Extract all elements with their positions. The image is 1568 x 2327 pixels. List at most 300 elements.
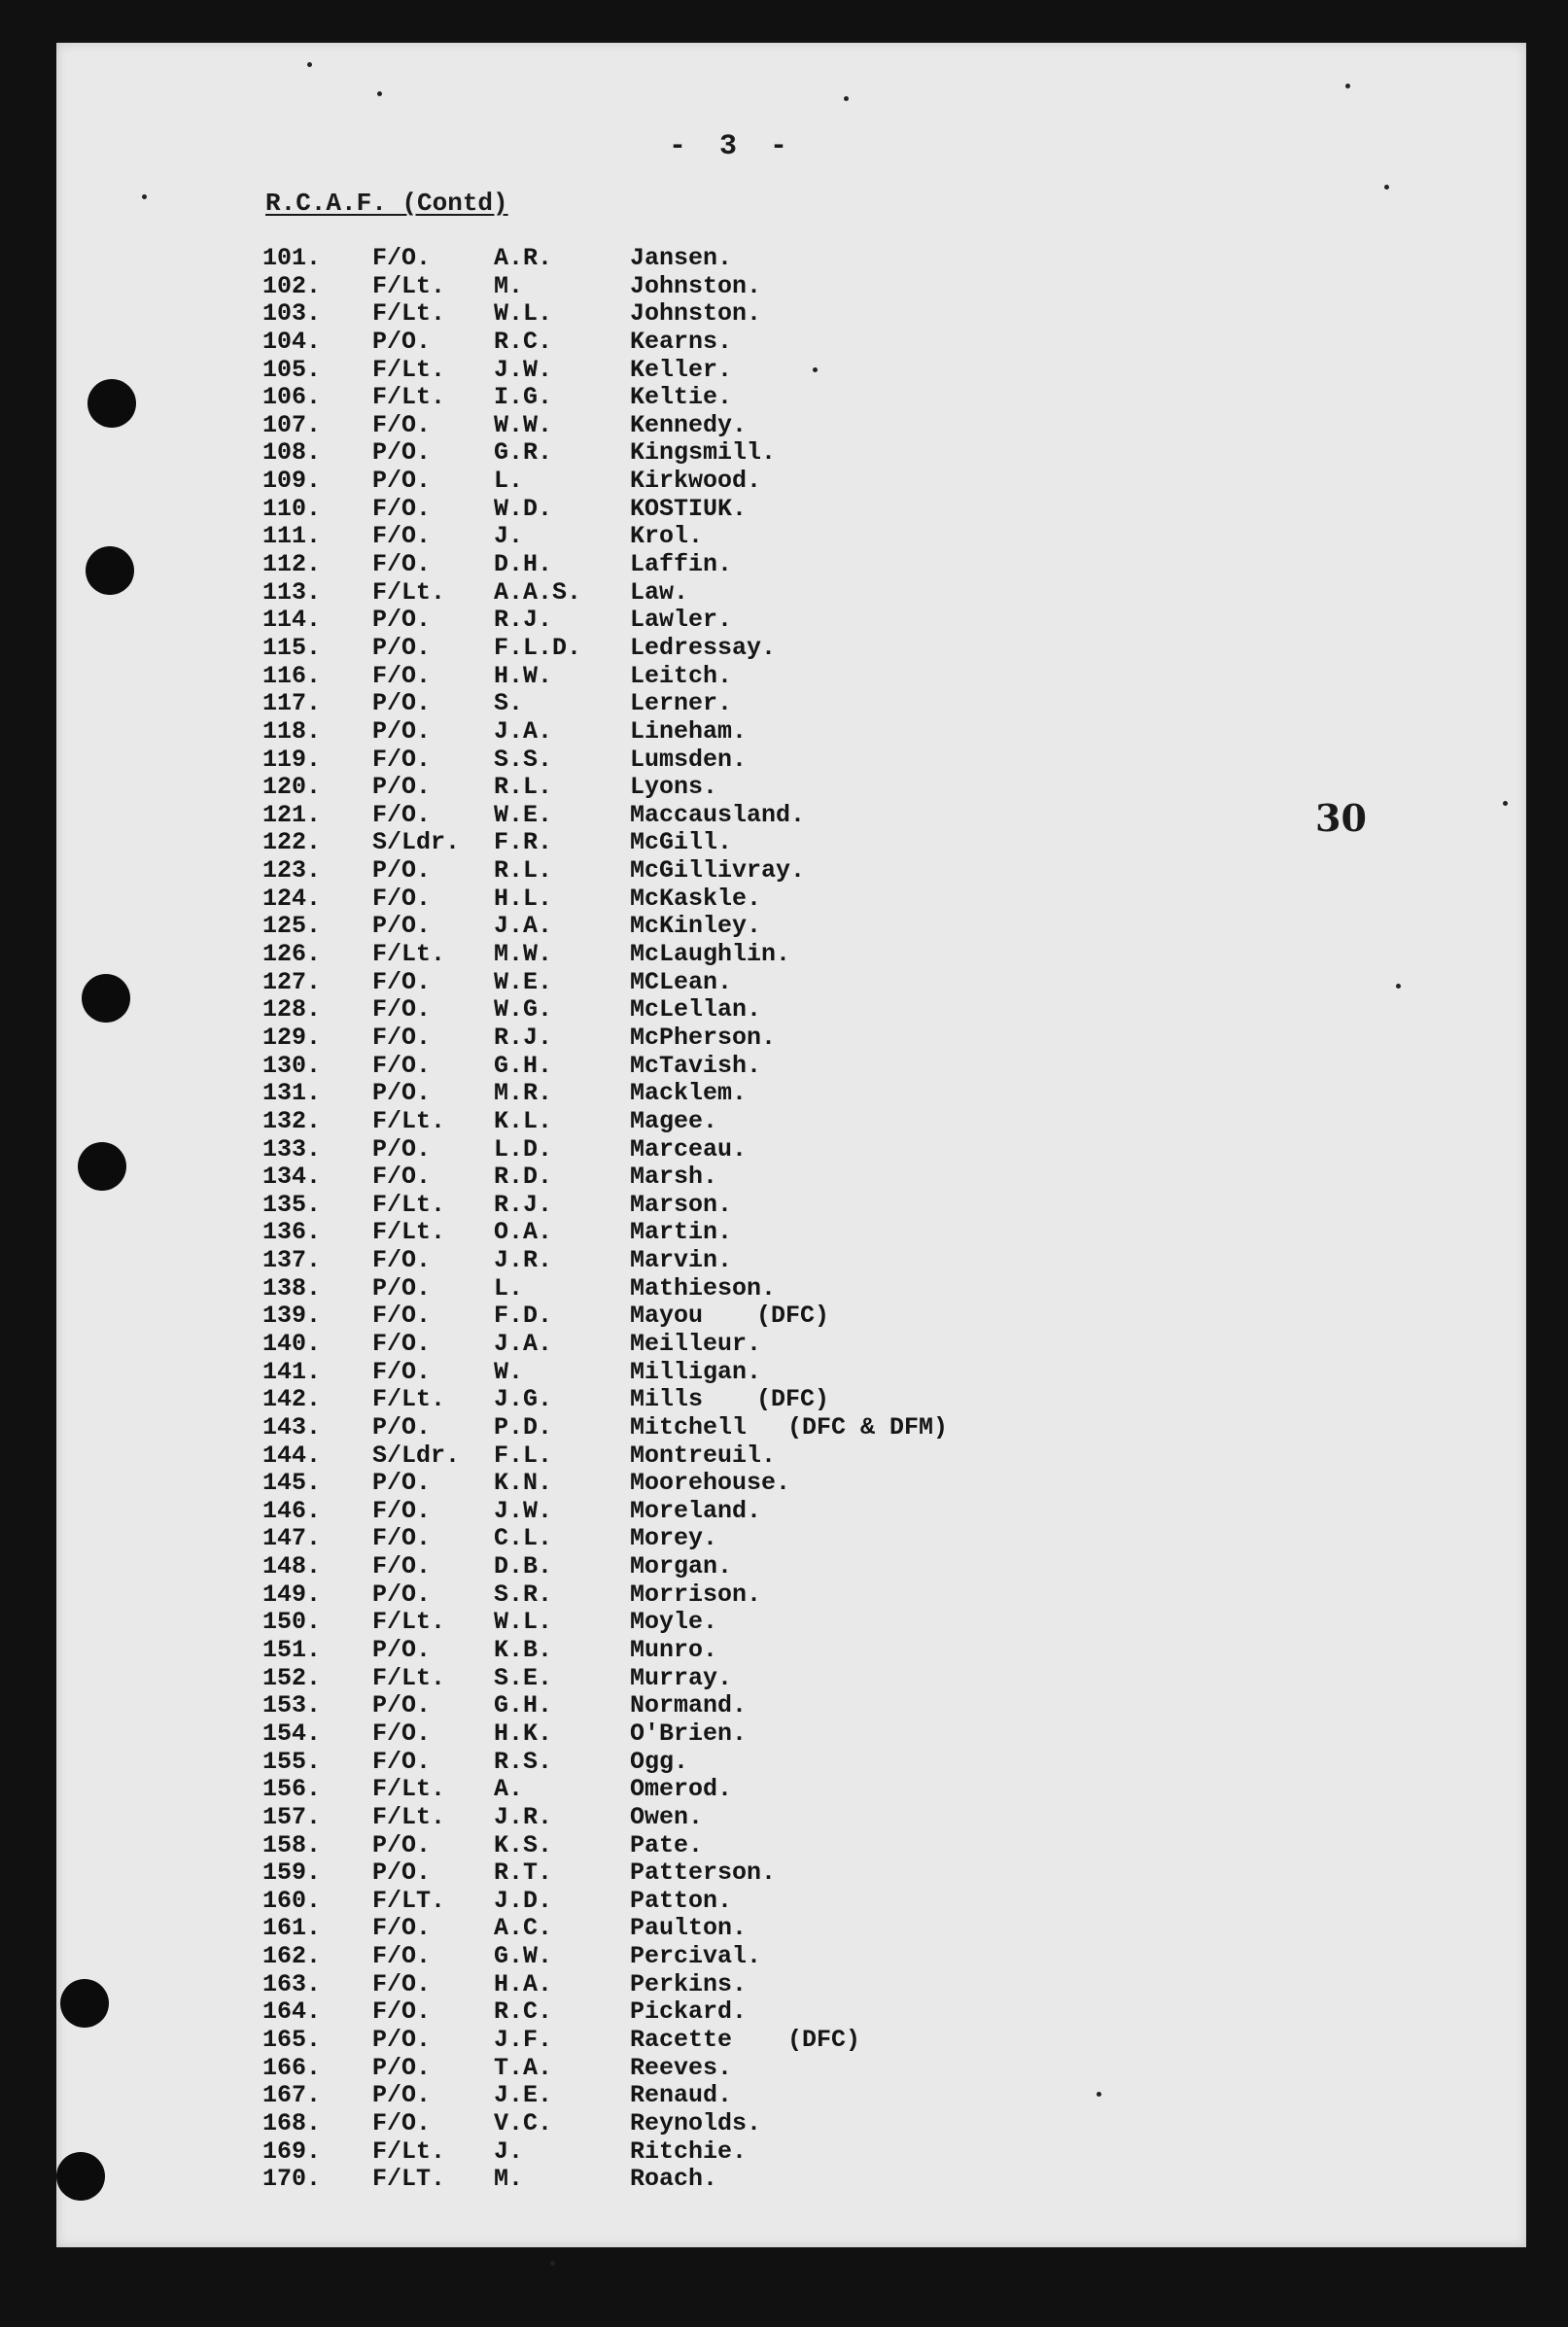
entry-surname: Ogg. (630, 1747, 689, 1776)
entry-award: (DFC) (787, 2026, 861, 2054)
entry-surname: KOSTIUK. (630, 494, 748, 523)
entry-initials: S.S. (494, 745, 553, 774)
entry-initials: D.B. (494, 1552, 553, 1581)
punch-hole (56, 2152, 105, 2201)
entry-number: 130. (262, 1051, 322, 1080)
entry-number: 142. (262, 1385, 322, 1414)
entry-surname: Lineham. (630, 716, 748, 746)
entry-initials: W.E. (494, 800, 553, 829)
entry-initials: M.W. (494, 940, 553, 969)
entry-surname: Macklem. (630, 1079, 748, 1108)
entry-number: 166. (262, 2053, 322, 2082)
entry-number: 134. (262, 1163, 322, 1192)
entry-initials: A. (494, 1775, 524, 1804)
paper-speck (1097, 2092, 1101, 2097)
entry-surname: Morrison. (630, 1580, 762, 1609)
entry-initials: R.T. (494, 1858, 553, 1888)
entry-number: 151. (262, 1636, 322, 1665)
entry-initials: K.L. (494, 1106, 553, 1135)
entry-initials: R.S. (494, 1747, 553, 1776)
entry-surname: Mayou (630, 1302, 704, 1331)
entry-number: 107. (262, 410, 322, 439)
entry-surname: Kearns. (630, 327, 733, 356)
entry-surname: Leitch. (630, 661, 733, 690)
entry-rank: F/O. (372, 1719, 432, 1748)
entry-surname: McKaskle. (630, 884, 762, 913)
entry-rank: F/Lt. (372, 1608, 446, 1637)
entry-rank: F/Lt. (372, 383, 446, 412)
paper-speck (377, 91, 382, 96)
entry-rank: F/O. (372, 1969, 432, 1998)
entry-number: 115. (262, 633, 322, 662)
entry-rank: P/O. (372, 856, 432, 886)
entry-initials: S.E. (494, 1663, 553, 1692)
entry-rank: F/O. (372, 1747, 432, 1776)
entry-rank: P/O. (372, 438, 432, 468)
entry-initials: R.J. (494, 606, 553, 635)
entry-surname: Roach. (630, 2165, 718, 2194)
entry-surname: Mitchell (630, 1412, 748, 1441)
entry-rank: F/Lt. (372, 1385, 446, 1414)
entry-surname: Morey. (630, 1524, 718, 1553)
entry-rank: F/Lt. (372, 940, 446, 969)
entry-surname: McKinley. (630, 912, 762, 941)
entry-rank: F/O. (372, 1914, 432, 1943)
entry-surname: Lawler. (630, 606, 733, 635)
entry-initials: D.H. (494, 550, 553, 579)
entry-initials: W.E. (494, 967, 553, 996)
entry-surname: Renaud. (630, 2081, 733, 2110)
entry-number: 106. (262, 383, 322, 412)
entry-surname: Moreland. (630, 1496, 762, 1525)
entry-rank: F/Lt. (372, 355, 446, 384)
entry-rank: F/O. (372, 2108, 432, 2137)
entry-surname: Perkins. (630, 1969, 748, 1998)
entry-initials: H.K. (494, 1719, 553, 1748)
entry-surname: Ledressay. (630, 633, 777, 662)
entry-rank: F/Lt. (372, 1775, 446, 1804)
entry-initials: F.R. (494, 828, 553, 857)
entry-number: 139. (262, 1302, 322, 1331)
entry-initials: J.D. (494, 1886, 553, 1915)
entry-rank: P/O. (372, 1580, 432, 1609)
entry-rank: F/LT. (372, 2165, 446, 2194)
paper-speck (550, 2261, 555, 2266)
entry-rank: F/O. (372, 967, 432, 996)
page-number: - 3 - (669, 130, 796, 163)
entry-rank: F/Lt. (372, 1218, 446, 1247)
entry-initials: G.W. (494, 1942, 553, 1971)
entry-initials: A.R. (494, 244, 553, 272)
entry-surname: Marvin. (630, 1246, 733, 1275)
entry-rank: F/Lt. (372, 577, 446, 607)
entry-rank: F/O. (372, 1302, 432, 1331)
entry-rank: P/O. (372, 633, 432, 662)
entry-number: 165. (262, 2026, 322, 2054)
entry-number: 149. (262, 1580, 322, 1609)
entry-initials: F.L.D. (494, 633, 582, 662)
entry-number: 125. (262, 912, 322, 941)
entry-number: 111. (262, 522, 322, 551)
entry-rank: P/O. (372, 1412, 432, 1441)
entry-initials: J.A. (494, 912, 553, 941)
entry-surname: Kingsmill. (630, 438, 777, 468)
entry-number: 121. (262, 800, 322, 829)
entry-initials: W.G. (494, 995, 553, 1025)
entry-rank: F/O. (372, 1051, 432, 1080)
entry-surname: Montreuil. (630, 1441, 777, 1470)
entry-number: 108. (262, 438, 322, 468)
entry-initials: S.R. (494, 1580, 553, 1609)
entry-number: 154. (262, 1719, 322, 1748)
entry-surname: Pate. (630, 1830, 704, 1859)
entry-number: 146. (262, 1496, 322, 1525)
entry-rank: P/O. (372, 2026, 432, 2054)
entry-number: 129. (262, 1023, 322, 1052)
entry-number: 124. (262, 884, 322, 913)
entry-surname: Kennedy. (630, 410, 748, 439)
entry-number: 143. (262, 1412, 322, 1441)
entry-surname: Marsh. (630, 1163, 718, 1192)
entry-surname: Lumsden. (630, 745, 748, 774)
entry-surname: McGillivray. (630, 856, 806, 886)
entry-surname: Owen. (630, 1802, 704, 1831)
entry-surname: Mathieson. (630, 1273, 777, 1302)
entry-number: 128. (262, 995, 322, 1025)
entry-number: 141. (262, 1357, 322, 1386)
entry-initials: K.N. (494, 1469, 553, 1498)
entry-initials: W.D. (494, 494, 553, 523)
entry-surname: Marceau. (630, 1134, 748, 1164)
entry-rank: F/O. (372, 1163, 432, 1192)
entry-number: 168. (262, 2108, 322, 2137)
punch-hole (87, 379, 136, 428)
entry-rank: P/O. (372, 912, 432, 941)
entry-initials: S. (494, 689, 524, 718)
entry-rank: P/O. (372, 716, 432, 746)
entry-surname: Murray. (630, 1663, 733, 1692)
entry-rank: F/O. (372, 1023, 432, 1052)
entry-number: 112. (262, 550, 322, 579)
entry-rank: F/O. (372, 494, 432, 523)
entry-number: 138. (262, 1273, 322, 1302)
entry-initials: W. (494, 1357, 524, 1386)
entry-number: 155. (262, 1747, 322, 1776)
entry-surname: Martin. (630, 1218, 733, 1247)
entry-surname: Reeves. (630, 2053, 733, 2082)
entry-surname: Morgan. (630, 1552, 733, 1581)
entry-rank: P/O. (372, 327, 432, 356)
entry-rank: P/O. (372, 1273, 432, 1302)
entry-surname: Meilleur. (630, 1329, 762, 1358)
entry-surname: Patterson. (630, 1858, 777, 1888)
entry-initials: H.W. (494, 661, 553, 690)
entry-surname: Johnston. (630, 271, 762, 300)
entry-initials: R.D. (494, 1163, 553, 1192)
entry-number: 140. (262, 1329, 322, 1358)
entry-initials: J.R. (494, 1802, 553, 1831)
entry-initials: K.S. (494, 1830, 553, 1859)
entry-number: 132. (262, 1106, 322, 1135)
entry-surname: Magee. (630, 1106, 718, 1135)
entry-number: 159. (262, 1858, 322, 1888)
entry-rank: F/O. (372, 1329, 432, 1358)
entry-surname: Kirkwood. (630, 467, 762, 496)
entry-surname: McLaughlin. (630, 940, 791, 969)
entry-number: 161. (262, 1914, 322, 1943)
entry-number: 131. (262, 1079, 322, 1108)
entry-number: 110. (262, 494, 322, 523)
entry-rank: F/O. (372, 1496, 432, 1525)
entry-initials: A.A.S. (494, 577, 582, 607)
entry-rank: P/O. (372, 2081, 432, 2110)
entry-rank: P/O. (372, 2053, 432, 2082)
entry-rank: P/O. (372, 689, 432, 718)
entry-initials: L. (494, 467, 524, 496)
entry-initials: J.W. (494, 1496, 553, 1525)
entry-rank: P/O. (372, 1134, 432, 1164)
entry-number: 169. (262, 2136, 322, 2166)
entry-initials: R.J. (494, 1023, 553, 1052)
entry-initials: T.A. (494, 2053, 553, 2082)
entry-initials: W.L. (494, 1608, 553, 1637)
entry-surname: Ritchie. (630, 2136, 748, 2166)
entry-surname: Patton. (630, 1886, 733, 1915)
entry-rank: P/O. (372, 467, 432, 496)
entry-initials: J.W. (494, 355, 553, 384)
entry-surname: Moyle. (630, 1608, 718, 1637)
entry-number: 133. (262, 1134, 322, 1164)
entry-initials: J.A. (494, 1329, 553, 1358)
section-heading: R.C.A.F. (Contd) (265, 189, 508, 218)
entry-surname: O'Brien. (630, 1719, 748, 1748)
entry-initials: C.L. (494, 1524, 553, 1553)
entry-rank: F/O. (372, 244, 432, 272)
entry-initials: A.C. (494, 1914, 553, 1943)
entry-number: 103. (262, 299, 322, 329)
entry-initials: J. (494, 2136, 524, 2166)
entry-rank: F/O. (372, 522, 432, 551)
entry-surname: Mills (630, 1385, 704, 1414)
entry-surname: Normand. (630, 1691, 748, 1720)
entry-rank: F/Lt. (372, 271, 446, 300)
entry-rank: P/O. (372, 773, 432, 802)
entry-rank: F/O. (372, 1997, 432, 2027)
entry-initials: O.A. (494, 1218, 553, 1247)
entry-rank: F/O. (372, 1524, 432, 1553)
entry-initials: J.R. (494, 1246, 553, 1275)
paper-speck (813, 367, 818, 372)
entry-rank: P/O. (372, 1079, 432, 1108)
entry-rank: S/Ldr. (372, 828, 461, 857)
entry-initials: J. (494, 522, 524, 551)
entry-number: 126. (262, 940, 322, 969)
entry-surname: Reynolds. (630, 2108, 762, 2137)
entry-number: 153. (262, 1691, 322, 1720)
entry-surname: McPherson. (630, 1023, 777, 1052)
entry-initials: F.D. (494, 1302, 553, 1331)
entry-number: 116. (262, 661, 322, 690)
punch-hole (86, 546, 134, 595)
entry-initials: R.C. (494, 1997, 553, 2027)
entry-number: 123. (262, 856, 322, 886)
entry-number: 122. (262, 828, 322, 857)
entry-surname: Paulton. (630, 1914, 748, 1943)
entry-rank: F/Lt. (372, 2136, 446, 2166)
entry-number: 136. (262, 1218, 322, 1247)
entry-surname: MCLean. (630, 967, 733, 996)
entry-surname: Keltie. (630, 383, 733, 412)
entry-number: 113. (262, 577, 322, 607)
paper-speck (1384, 185, 1389, 190)
entry-surname: Laffin. (630, 550, 733, 579)
entry-rank: P/O. (372, 606, 432, 635)
entry-number: 144. (262, 1441, 322, 1470)
entry-number: 163. (262, 1969, 322, 1998)
punch-hole (60, 1979, 109, 2028)
entry-initials: J.G. (494, 1385, 553, 1414)
entry-number: 157. (262, 1802, 322, 1831)
entry-initials: P.D. (494, 1412, 553, 1441)
entry-initials: F.L. (494, 1441, 553, 1470)
entry-rank: F/O. (372, 1357, 432, 1386)
entry-number: 119. (262, 745, 322, 774)
entry-surname: Maccausland. (630, 800, 806, 829)
entry-number: 114. (262, 606, 322, 635)
entry-rank: P/O. (372, 1858, 432, 1888)
entry-rank: P/O. (372, 1691, 432, 1720)
entry-number: 145. (262, 1469, 322, 1498)
entry-number: 164. (262, 1997, 322, 2027)
entry-surname: Omerod. (630, 1775, 733, 1804)
entry-surname: Law. (630, 577, 689, 607)
entry-initials: W.W. (494, 410, 553, 439)
entry-award: (DFC) (756, 1302, 830, 1331)
entry-number: 120. (262, 773, 322, 802)
entry-surname: Lerner. (630, 689, 733, 718)
entry-initials: M. (494, 271, 524, 300)
entry-number: 118. (262, 716, 322, 746)
paper-speck (1345, 84, 1350, 88)
entry-number: 158. (262, 1830, 322, 1859)
entry-initials: R.C. (494, 327, 553, 356)
entry-rank: F/O. (372, 884, 432, 913)
entry-rank: F/O. (372, 1552, 432, 1581)
entry-surname: Marson. (630, 1190, 733, 1219)
entry-rank: P/O. (372, 1830, 432, 1859)
entry-rank: F/O. (372, 995, 432, 1025)
entry-rank: F/Lt. (372, 299, 446, 329)
entry-rank: F/O. (372, 800, 432, 829)
entry-rank: F/Lt. (372, 1802, 446, 1831)
entry-number: 170. (262, 2165, 322, 2194)
entry-initials: R.J. (494, 1190, 553, 1219)
entry-number: 148. (262, 1552, 322, 1581)
punch-hole (82, 974, 130, 1023)
entry-rank: F/Lt. (372, 1106, 446, 1135)
entry-surname: Percival. (630, 1942, 762, 1971)
entry-initials: J.F. (494, 2026, 553, 2054)
entry-surname: Moorehouse. (630, 1469, 791, 1498)
entry-initials: G.H. (494, 1691, 553, 1720)
entry-surname: Pickard. (630, 1997, 748, 2027)
entry-number: 162. (262, 1942, 322, 1971)
entry-number: 127. (262, 967, 322, 996)
entry-initials: G.R. (494, 438, 553, 468)
entry-award: (DFC) (756, 1385, 830, 1414)
entry-initials: R.L. (494, 856, 553, 886)
entry-number: 152. (262, 1663, 322, 1692)
entry-rank: P/O. (372, 1636, 432, 1665)
entry-surname: Lyons. (630, 773, 718, 802)
entry-initials: R.L. (494, 773, 553, 802)
entry-rank: F/O. (372, 661, 432, 690)
entry-initials: L.D. (494, 1134, 553, 1164)
entry-initials: J.A. (494, 716, 553, 746)
entry-surname: McLellan. (630, 995, 762, 1025)
entry-initials: I.G. (494, 383, 553, 412)
paper-speck (307, 62, 312, 67)
entry-number: 150. (262, 1608, 322, 1637)
entry-rank: P/O. (372, 1469, 432, 1498)
entry-surname: Munro. (630, 1636, 718, 1665)
entry-initials: M.R. (494, 1079, 553, 1108)
entry-number: 137. (262, 1246, 322, 1275)
entry-rank: F/O. (372, 550, 432, 579)
entry-initials: G.H. (494, 1051, 553, 1080)
entry-surname: Johnston. (630, 299, 762, 329)
entry-initials: V.C. (494, 2108, 553, 2137)
entry-surname: McTavish. (630, 1051, 762, 1080)
entry-initials: J.E. (494, 2081, 553, 2110)
entry-rank: S/Ldr. (372, 1441, 461, 1470)
entry-number: 147. (262, 1524, 322, 1553)
entry-surname: Milligan. (630, 1357, 762, 1386)
entry-number: 167. (262, 2081, 322, 2110)
entry-rank: F/LT. (372, 1886, 446, 1915)
paper-speck (844, 96, 849, 101)
entry-number: 105. (262, 355, 322, 384)
entry-surname: Jansen. (630, 244, 733, 272)
entry-number: 156. (262, 1775, 322, 1804)
margin-annotation-number: 30 (1315, 796, 1367, 840)
entry-surname: Krol. (630, 522, 704, 551)
entry-number: 102. (262, 271, 322, 300)
entry-number: 109. (262, 467, 322, 496)
entry-initials: L. (494, 1273, 524, 1302)
entry-rank: F/O. (372, 745, 432, 774)
entry-initials: W.L. (494, 299, 553, 329)
entry-rank: F/O. (372, 1246, 432, 1275)
entry-initials: H.A. (494, 1969, 553, 1998)
punch-hole (78, 1142, 126, 1191)
entry-number: 160. (262, 1886, 322, 1915)
entry-rank: F/Lt. (372, 1190, 446, 1219)
entry-number: 135. (262, 1190, 322, 1219)
paper-speck (1503, 801, 1508, 806)
entry-rank: F/Lt. (372, 1663, 446, 1692)
entry-initials: K.B. (494, 1636, 553, 1665)
entry-surname: McGill. (630, 828, 733, 857)
entry-number: 117. (262, 689, 322, 718)
paper-speck (142, 194, 147, 199)
paper-speck (1396, 984, 1401, 989)
document-page (56, 43, 1526, 2247)
entry-surname: Keller. (630, 355, 733, 384)
entry-award: (DFC & DFM) (787, 1412, 949, 1441)
entry-number: 101. (262, 244, 322, 272)
entry-number: 104. (262, 327, 322, 356)
